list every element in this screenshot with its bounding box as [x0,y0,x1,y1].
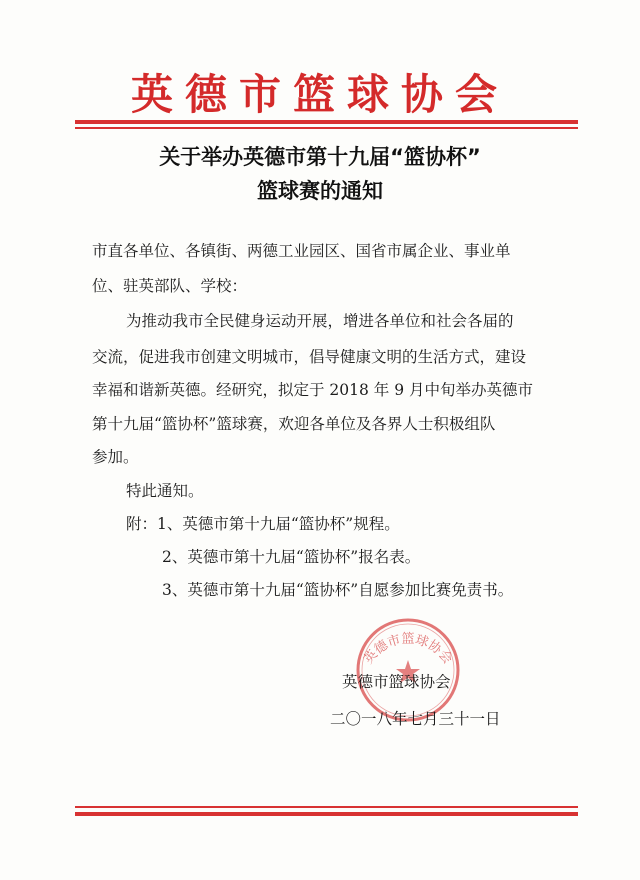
body-line: 幸福和谐新英德。经研究，拟定于 2018 年 9 月中旬举办英德市 [92,381,534,399]
notice-title-line2: 篮球赛的通知 [257,179,383,203]
signature-org: 英德市篮球协会 [342,673,451,691]
footer-rule-thin [75,806,578,808]
letterhead-rule-thick [75,120,578,124]
closing-line: 特此通知。 [126,482,204,500]
body-line: 为推动我市全民健身运动开展，增进各单位和社会各届的 [126,312,514,330]
letterhead-org-name: 英德市篮球协会 [130,70,509,119]
letterhead-rule-thin [75,127,578,129]
recipients-line2: 位、驻英部队、学校： [92,277,248,295]
body-line: 交流，促进我市创建文明城市，倡导健康文明的生活方式，建设 [92,348,527,366]
attachment-item: 2、英德市第十九届“篮协杯”报名表。 [162,548,421,566]
recipients-line1: 市直各单位、各镇街、两德工业园区、国省市属企业、事业单 [92,242,511,260]
body-line: 第十九届“篮协杯”篮球赛，欢迎各单位及各界人士积极组队 [92,415,496,433]
body-line: 参加。 [92,448,139,466]
attachment-item: 3、英德市第十九届“篮协杯”自愿参加比赛免责书。 [162,581,514,599]
svg-text:英德市篮球协会: 英德市篮球协会 [361,632,455,667]
footer-rule-thick [75,812,578,816]
signature-date: 二〇一八年七月三十一日 [330,710,501,728]
notice-title-line1: 关于举办英德市第十九届“篮协杯” [159,145,481,169]
attachment-item: 附：1、英德市第十九届“篮协杯”规程。 [126,515,400,533]
